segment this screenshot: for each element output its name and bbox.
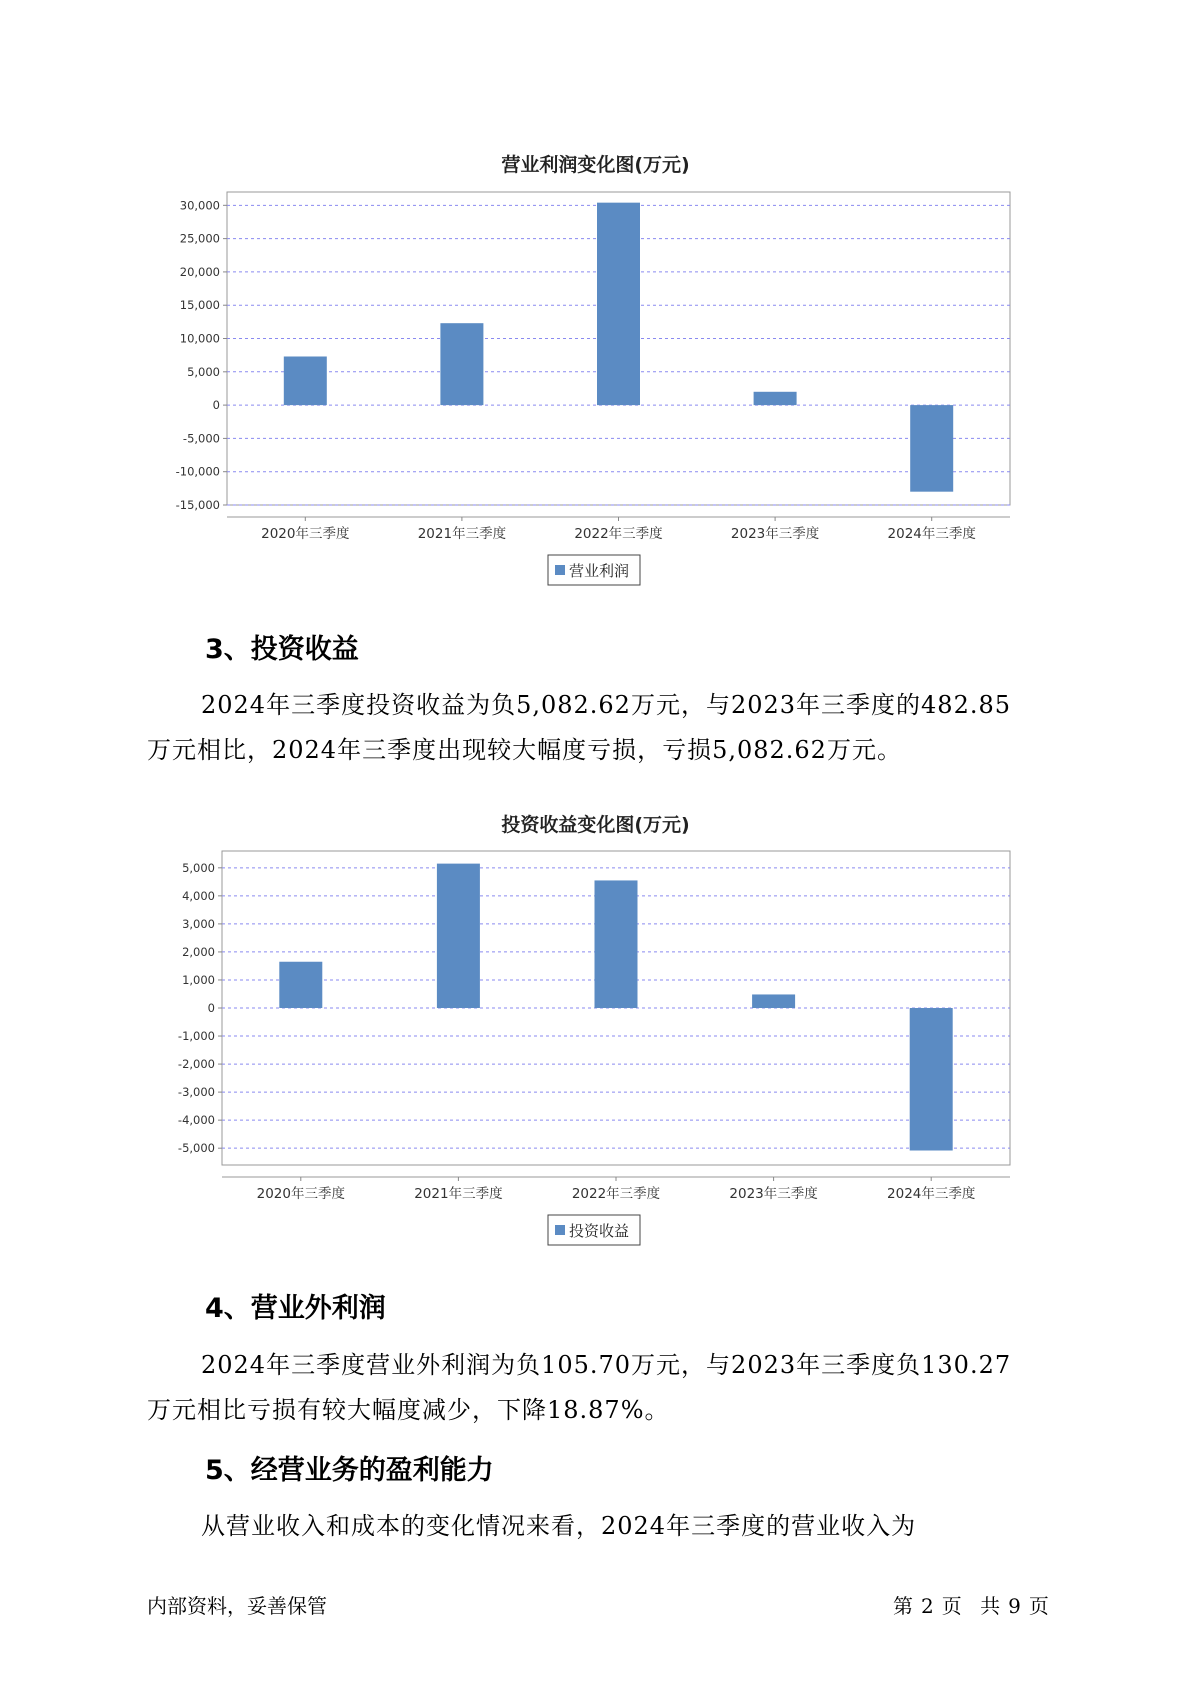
paragraph-line: 2024年三季度投资收益为负5,082.62万元，与2023年三季度的482.85 <box>201 691 1012 719</box>
x-tick-label: 2023年三季度 <box>729 1186 818 1202</box>
investment-income-chart <box>0 838 1191 1258</box>
y-tick-label: 2,000 <box>182 944 215 959</box>
paragraph-profitability <box>147 1504 1047 1549</box>
x-tick-label: 2022年三季度 <box>571 1186 661 1202</box>
y-tick-label: 5,000 <box>182 860 215 875</box>
x-tick-label: 2021年三季度 <box>417 526 507 542</box>
paragraph-investment-income <box>147 683 1047 773</box>
legend-label: 营业利润 <box>569 562 630 580</box>
bar <box>284 356 327 405</box>
x-tick-label: 2022年三季度 <box>574 526 663 542</box>
x-tick-label: 2021年三季度 <box>414 1186 503 1202</box>
total-suffix: 页 <box>1028 1594 1049 1618</box>
y-tick-label: 1,000 <box>182 972 215 987</box>
operating-profit-chart <box>0 175 1191 595</box>
bar <box>440 323 483 405</box>
y-tick-label: 3,000 <box>182 916 215 931</box>
section-heading-profitability: 5、经营业务的盈利能力 <box>205 1455 494 1486</box>
y-tick-label: 30,000 <box>179 198 220 213</box>
y-tick-label: -15,000 <box>175 498 220 512</box>
y-tick-label: 15,000 <box>179 298 220 313</box>
page-num: 2 <box>921 1594 934 1618</box>
y-tick-label: -2,000 <box>177 1057 215 1072</box>
bar <box>910 1008 953 1151</box>
bar <box>437 864 480 1008</box>
footer-page-number <box>893 1590 1057 1619</box>
y-tick-label: 0 <box>207 1001 215 1015</box>
legend-swatch <box>555 1225 565 1235</box>
x-tick-label: 2024年三季度 <box>887 526 976 542</box>
y-tick-label: 0 <box>212 398 220 413</box>
paragraph-line: 万元相比亏损有较大幅度减少，下降18.87%。 <box>147 1396 670 1424</box>
x-tick-label: 2020年三季度 <box>256 1186 345 1202</box>
legend-swatch <box>555 565 565 575</box>
y-tick-label: 20,000 <box>179 264 220 279</box>
footer-confidential-note: 内部资料，妥善保管 <box>147 1594 327 1618</box>
x-tick-label: 2020年三季度 <box>261 526 350 542</box>
y-tick-label: -3,000 <box>177 1085 215 1100</box>
y-tick-label: -5,000 <box>177 1141 215 1156</box>
y-tick-label: -5,000 <box>182 431 220 446</box>
section-heading-investment-income: 3、投资收益 <box>205 634 359 665</box>
y-tick-label: 25,000 <box>179 231 220 246</box>
page-suffix: 页 <box>941 1594 962 1618</box>
y-tick-label: -4,000 <box>177 1113 215 1128</box>
bar <box>279 962 322 1008</box>
bar <box>752 994 795 1008</box>
paragraph-line: 万元相比，2024年三季度出现较大幅度亏损，亏损5,082.62万元。 <box>147 736 902 764</box>
y-tick-label: 5,000 <box>187 364 220 379</box>
total-prefix: 共 <box>980 1594 1001 1618</box>
paragraph-non-operating-profit <box>147 1343 1047 1433</box>
bar <box>595 880 638 1008</box>
paragraph-line: 从营业收入和成本的变化情况来看，2024年三季度的营业收入为 <box>201 1512 917 1540</box>
x-tick-label: 2023年三季度 <box>730 526 820 542</box>
y-tick-label: -10,000 <box>175 464 220 479</box>
x-tick-label: 2024年三季度 <box>887 1186 976 1202</box>
y-tick-label: 4,000 <box>182 888 215 903</box>
legend-label: 投资收益 <box>569 1222 630 1240</box>
bar <box>910 405 953 492</box>
bar <box>597 203 640 405</box>
y-tick-label: -1,000 <box>177 1029 215 1044</box>
total-num: 9 <box>1008 1594 1021 1618</box>
y-tick-label: 10,000 <box>179 331 220 346</box>
bar <box>754 392 797 405</box>
chart-title-investment-income: 投资收益变化图(万元) <box>501 814 690 836</box>
chart-title-operating-profit: 营业利润变化图(万元) <box>501 154 690 176</box>
page-prefix: 第 <box>893 1594 913 1618</box>
section-heading-non-operating-profit: 4、营业外利润 <box>205 1293 386 1324</box>
paragraph-line: 2024年三季度营业外利润为负105.70万元，与2023年三季度负130.27 <box>201 1351 1012 1379</box>
